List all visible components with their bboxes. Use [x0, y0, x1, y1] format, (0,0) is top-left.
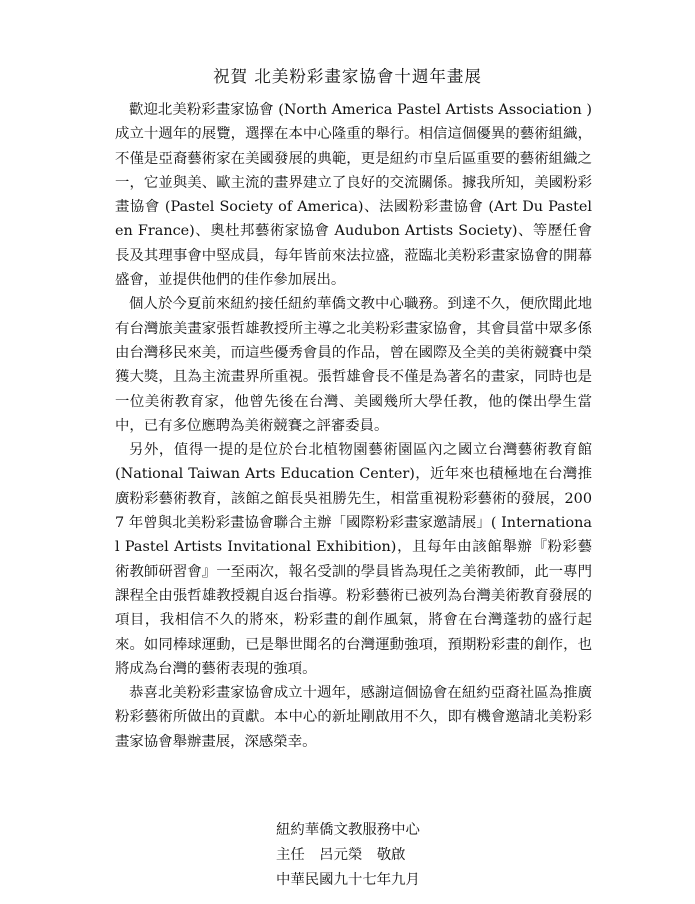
paragraph-congratulations: 恭喜北美粉彩畫家協會成立十週年，感謝這個協會在紐約亞裔社區為推廣粉彩藝術所做出的貢獻。本中心的新址剛啟用不久，即有機會邀請北美粉彩畫家協會舉辦畫展，深感榮幸。 — [115, 685, 592, 750]
signature-organization: 紐約華僑文教服務中心 — [276, 822, 420, 838]
document-body — [115, 98, 592, 754]
signature-signer: 主任 呂元榮 敬啟 — [276, 847, 406, 863]
paragraph-welcome: 歡迎北美粉彩畫家協會 (North America Pastel Artists Association ) 成立十週年的展覽，選擇在本中心隆重的舉行。相信這個優異的藝術組織，不僅是亞裔藝術家在美國發展的典範，更是紐約市皇后區重要的藝術組織之一，它並與美、歐主流的畫界建立了良好的交流關係。據我所知，美國粉彩畫協會 (Pastel Society of America)、法國粉彩畫協會 (Art Du Pastel en France)、奧杜邦藝術家協會 Audubon Artists Society)、等歷任會長及其理事會中堅成員，每年皆前來法拉盛，蒞臨北美粉彩畫家協會的開幕盛會，並提供他們的佳作參加展出。 — [115, 102, 592, 289]
signature-date: 中華民國九十七年九月 — [276, 872, 420, 888]
paragraph-director-introduction: 個人於今夏前來紐約接任紐約華僑文教中心職務。到達不久，便欣聞此地有台灣旅美畫家張哲雄教授所主導之北美粉彩畫家協會，其會員當中眾多係由台灣移民來美，而這些優秀會員的作品，曾在國際及全美的美術競賽中榮獲大獎，且為主流畫界所重視。張哲雄會長不僅是為著名的畫家，同時也是一位美術教育家，他曾先後在台灣、美國幾所大學任教，他的傑出學生當中，已有多位應聘為美術競賽之評審委員。 — [115, 296, 592, 434]
signature-block — [276, 818, 420, 893]
paragraph-arts-education-center: 另外，值得一提的是位於台北植物園藝術園區內之國立台灣藝術教育館 (National Taiwan Arts Education Center)，近年來也積極地在台灣推廣粉彩藝術教育，該館之館長吳祖勝先生，相當重視粉彩藝術的發展，2007 年曾與北美粉彩畫協會聯合主辦「國際粉彩畫家邀請展」( International Pastel Artists Invitational Exhibition)，且每年由該館舉辦『粉彩藝術教師研習會』一至兩次，報名受訓的學員皆為現任之美術教師，此一專門課程全由張哲雄教授親自返台指導。粉彩藝術已被列為台灣美術教育發展的項目，我相信不久的將來，粉彩畫的創作風氣，將會在台灣蓬勃的盛行起來。如同棒球運動，已是舉世聞名的台灣運動強項，預期粉彩畫的創作，也將成為台灣的藝術表現的強項。 — [115, 442, 592, 677]
document-title: 祝賀 北美粉彩畫家協會十週年畫展 — [213, 67, 482, 86]
